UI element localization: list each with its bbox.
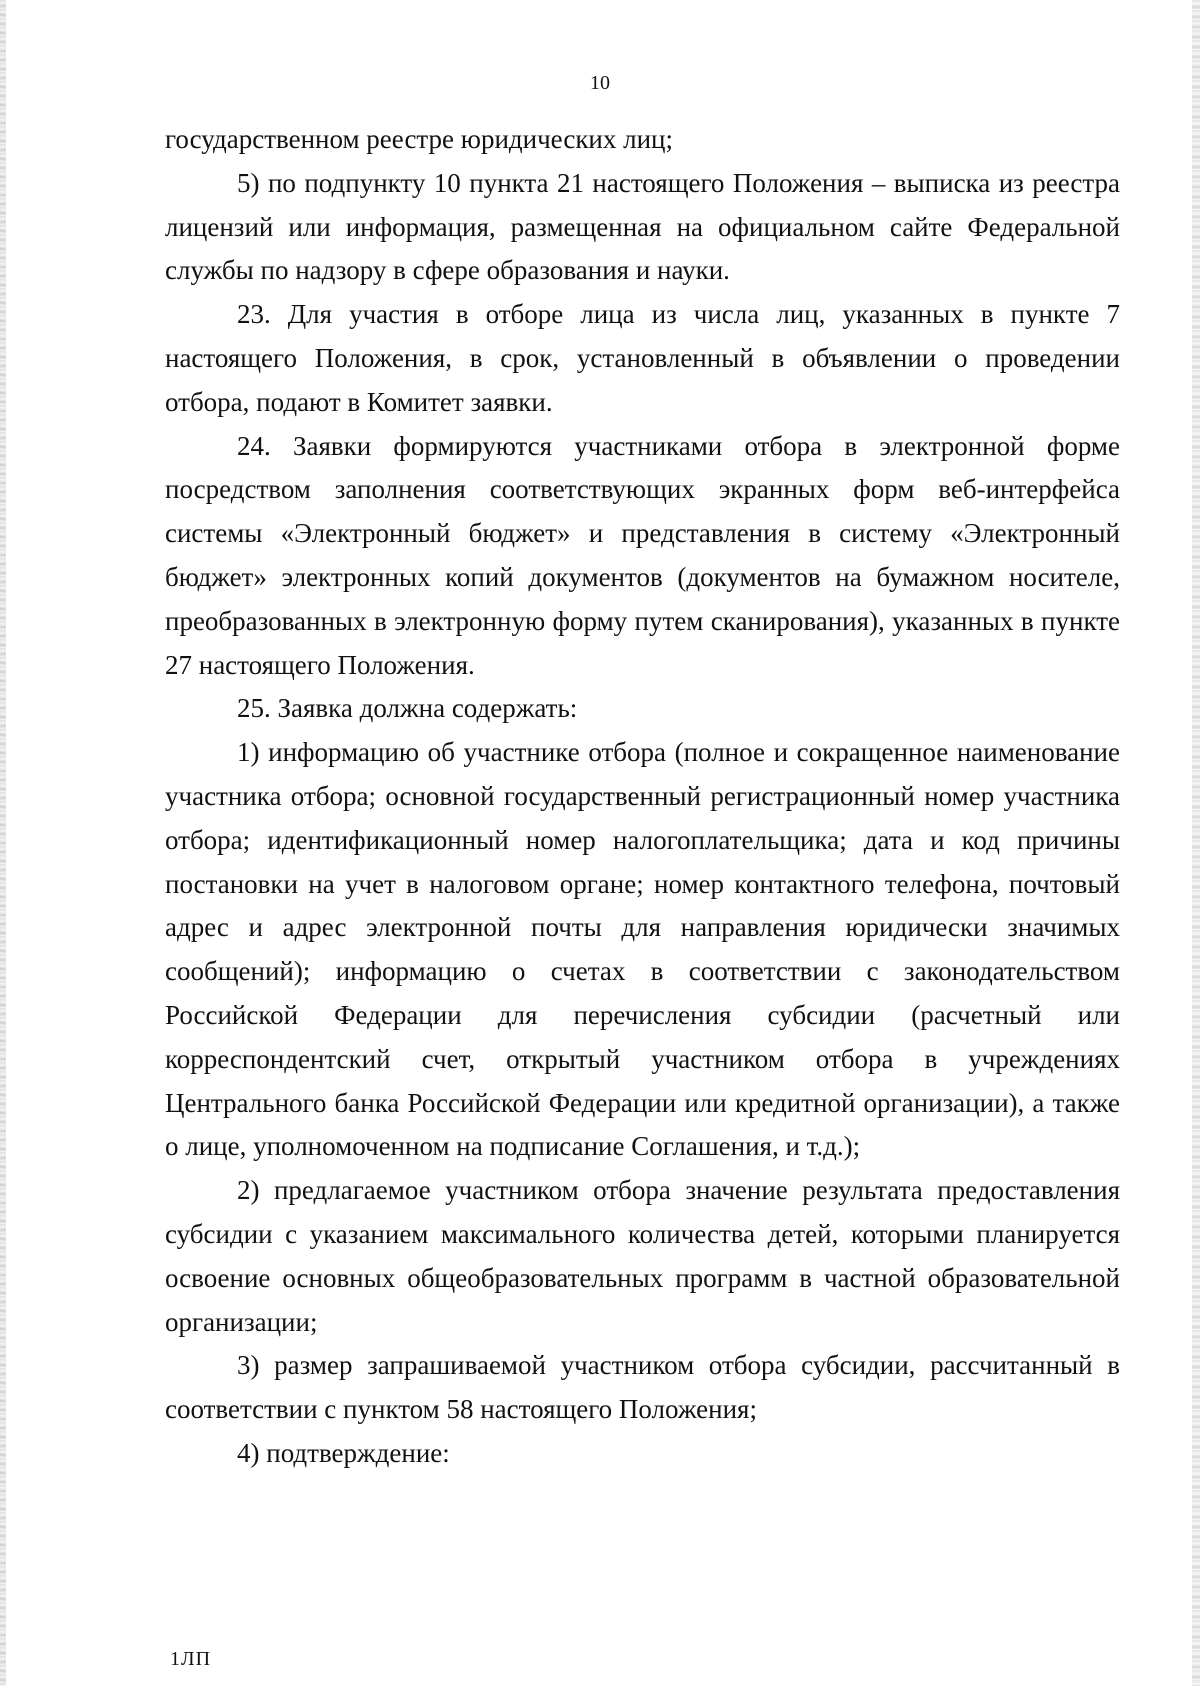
paragraph-clause-23: 23. Для участия в отборе лица из числа лиц, указанных в пункте 7 настоящего Положения, в срок, установленный в объявлении о проведении отбора, подают в Комитет заявки. <box>165 299 1120 417</box>
paragraph-item-1-participant-info: 1) информацию об участнике отбора (полное и сокращенное наименование участника отбора; основной государственный регистрационный номер участника отбора; идентификационный номер налогоплательщика; дата и код причины постановки на учет в налоговом органе; номер контактного телефона, почтовый адрес и адрес электронной почты для направления юридически значимых сообщений); информацию о счетах в соответствии с законодательством Российской Федерации для перечисления субсидии (расчетный или корреспондентский счет, открытый участником отбора в учреждениях Центрального банка Российской Федерации или кредитной организации), а также о лице, уполномоченном на подписание Соглашения, и т.д.); <box>165 737 1120 1162</box>
paragraph-registry-continuation: государственном реестре юридических лиц; <box>165 124 674 154</box>
paragraph-item-3-subsidy-size: 3) размер запрашиваемой участником отбора субсидии, рассчитанный в соответствии с пунктом 58 настоящего Положения; <box>165 1350 1120 1425</box>
paragraph-item-4-confirmation: 4) подтверждение: <box>237 1437 450 1468</box>
page-number: 10 <box>590 72 610 94</box>
document-body <box>165 118 1120 1476</box>
scan-edge-right <box>1192 0 1200 1686</box>
paragraph-item-5-license: 5) по подпункту 10 пункта 21 настоящего Положения – выписка из реестра лицензий или информация, размещенная на официальном сайте Федеральной службы по надзору в сфере образования и науки. <box>165 167 1120 286</box>
paragraph-clause-24: 24. Заявки формируются участниками отбора в электронной форме посредством заполнения соответствующих экранных форм веб-интерфейса системы «Электронный бюджет» и представления в систему «Электронный бюджет» электронных копий документов (документов на бумажном носителе, преобразованных в электронную форму путем сканирования), указанных в пункте 27 настоящего Положения. <box>165 430 1120 680</box>
paragraph-item-2-result-value: 2) предлагаемое участником отбора значение результата предоставления субсидии с указанием максимального количества детей, которыми планируется освоение основных общеобразовательных программ в частной образовательной организации; <box>165 1175 1120 1337</box>
scan-edge-left <box>0 0 6 1686</box>
footer-code: 1ЛП <box>170 1648 212 1670</box>
paragraph-clause-25: 25. Заявка должна содержать: <box>237 693 578 724</box>
